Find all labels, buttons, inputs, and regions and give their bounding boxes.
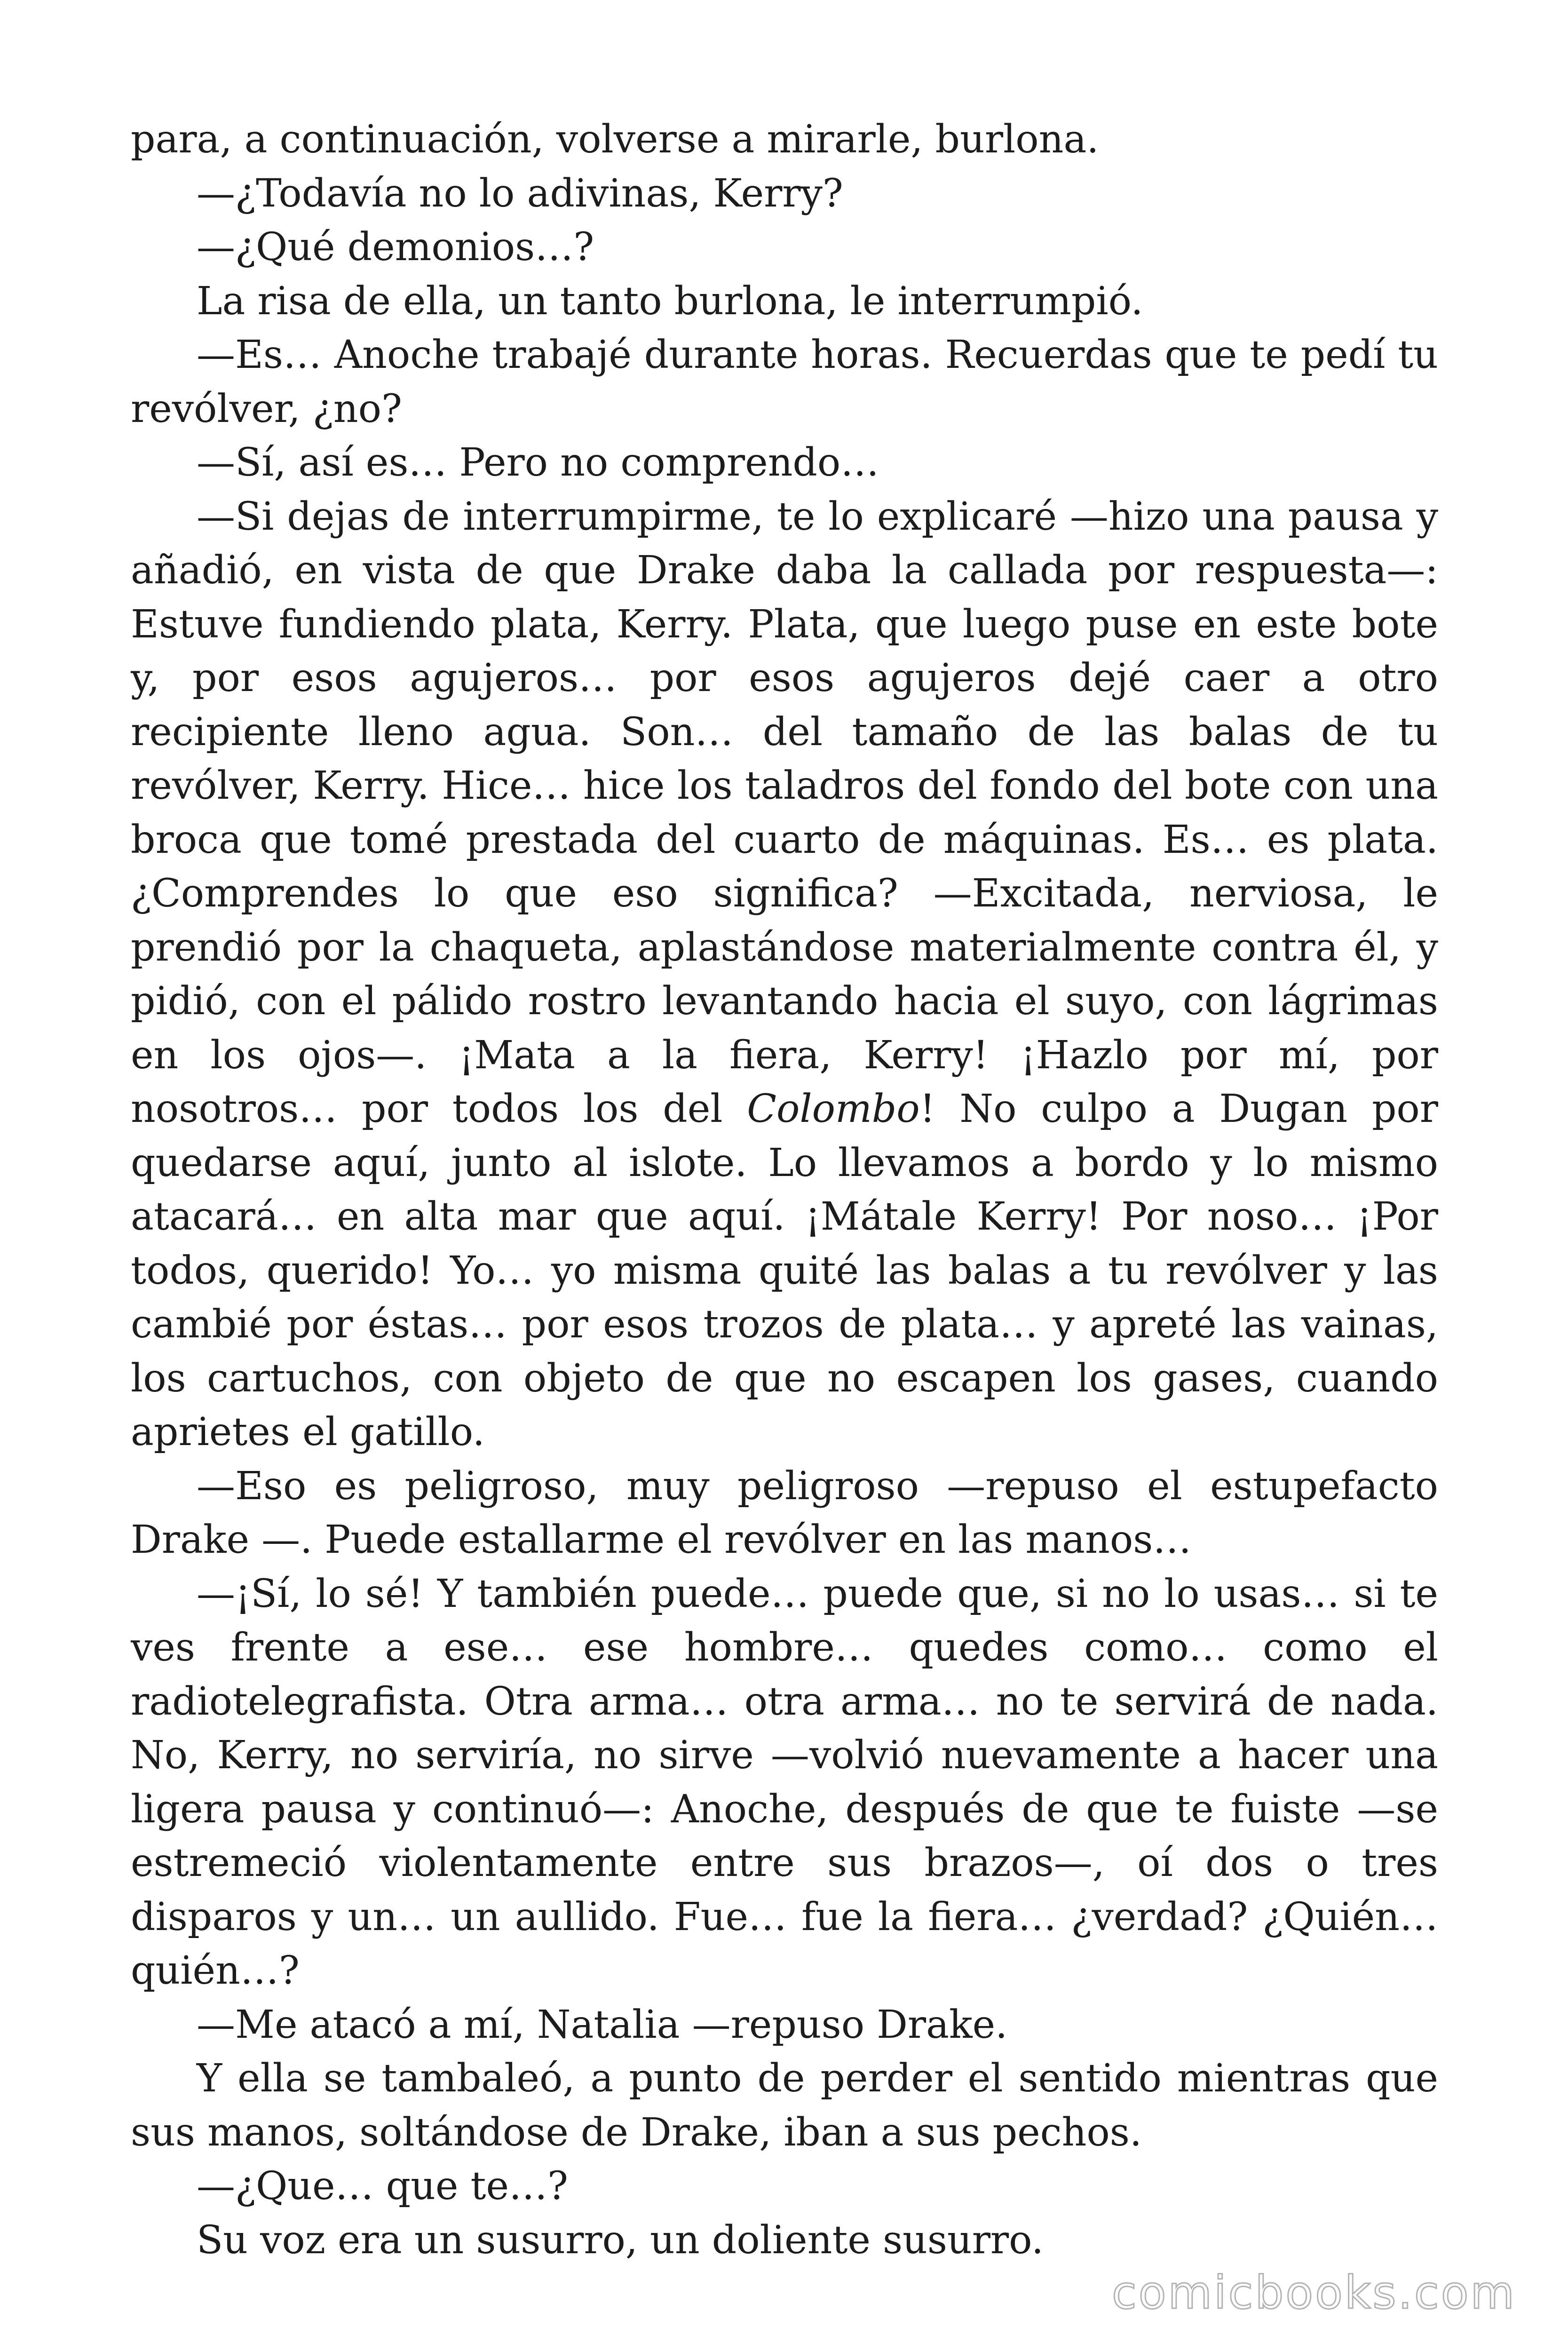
paragraph: Y ella se tambaleó, a punto de perder el sentido mientras que sus manos, soltándose de Drake, iban a sus pechos. (131, 2056, 1438, 2155)
paragraph: —¿Todavía no lo adivinas, Kerry? (197, 171, 843, 216)
paragraph: La risa de ella, un tanto burlona, le interrumpió. (197, 278, 1143, 324)
paragraph-text: ! No culpo a Dugan por quedarse aquí, junto al islote. Lo llevamos a bordo y lo mismo atacará… en alta mar que aquí. ¡Mátale Kerry! Por noso… ¡Por todos, querido! Yo… yo misma quité las balas a tu revólver y las cambié por éstas… por esos trozos de plata… y apreté las vainas, los cartuchos, con objeto de que no escapen los gases, cuando aprietes el gatillo. (131, 1087, 1438, 1454)
paragraph: —Me atacó a mí, Natalia —repuso Drake. (197, 2002, 1008, 2047)
paragraph-text: —Si dejas de interrumpirme, te lo explicaré —hizo una pausa y añadió, en vista de que Drake daba la callada por respuesta—: Estuve fundiendo plata, Kerry. Plata, que luego puse en este bote y, por esos agujeros… por esos agujeros dejé caer a otro recipiente lleno agua. Son… del tamaño de las balas de tu revólver, Kerry. Hice… hice los taladros del fondo del bote con una broca que tomé prestada del cuarto de máquinas. Es… es plata. ¿Comprendes lo que eso significa? —Excitada, nerviosa, le prendió por la chaqueta, aplastándose materialmente contra él, y pidió, con el pálido rostro levantando hacia el suyo, con lágrimas en los ojos—. ¡Mata a la fiera, Kerry! ¡Hazlo por mí, por nosotros… por todos los del (131, 494, 1438, 1131)
paragraph (131, 490, 1438, 1460)
paragraph: —¿Qué demonios…? (197, 225, 594, 270)
paragraph: —Es… Anoche trabajé durante horas. Recuerdas que te pedí tu revólver, ¿no? (131, 333, 1438, 431)
page-body (131, 113, 1438, 2267)
ship-name-italic: Colombo (747, 1087, 920, 1131)
paragraph: —¿Que… que te…? (197, 2164, 568, 2209)
paragraph: Su voz era un susurro, un doliente susurro. (197, 2217, 1044, 2263)
paragraph: —Sí, así es… Pero no comprendo… (197, 440, 879, 485)
watermark: comicbooks.com (1111, 2266, 1516, 2319)
paragraph: —Eso es peligroso, muy peligroso —repuso el estupefacto Drake —. Puede estallarme el revólver en las manos… (131, 1463, 1438, 1562)
paragraph: —¡Sí, lo sé! Y también puede… puede que, si no lo usas… si te ves frente a ese… ese hombre… quedes como… como el radiotelegrafista. Otra arma… otra arma… no te servirá de nada. No, Kerry, no serviría, no sirve —volvió nuevamente a hacer una ligera pausa y continuó—: Anoche, después de que te fuiste —se estremeció violentamente entre sus brazos—, oí dos o tres disparos y un… un aullido. Fue… fue la fiera… ¿verdad? ¿Quién… quién…? (131, 1571, 1438, 1993)
paragraph: para, a continuación, volverse a mirarle, burlona. (131, 117, 1099, 162)
